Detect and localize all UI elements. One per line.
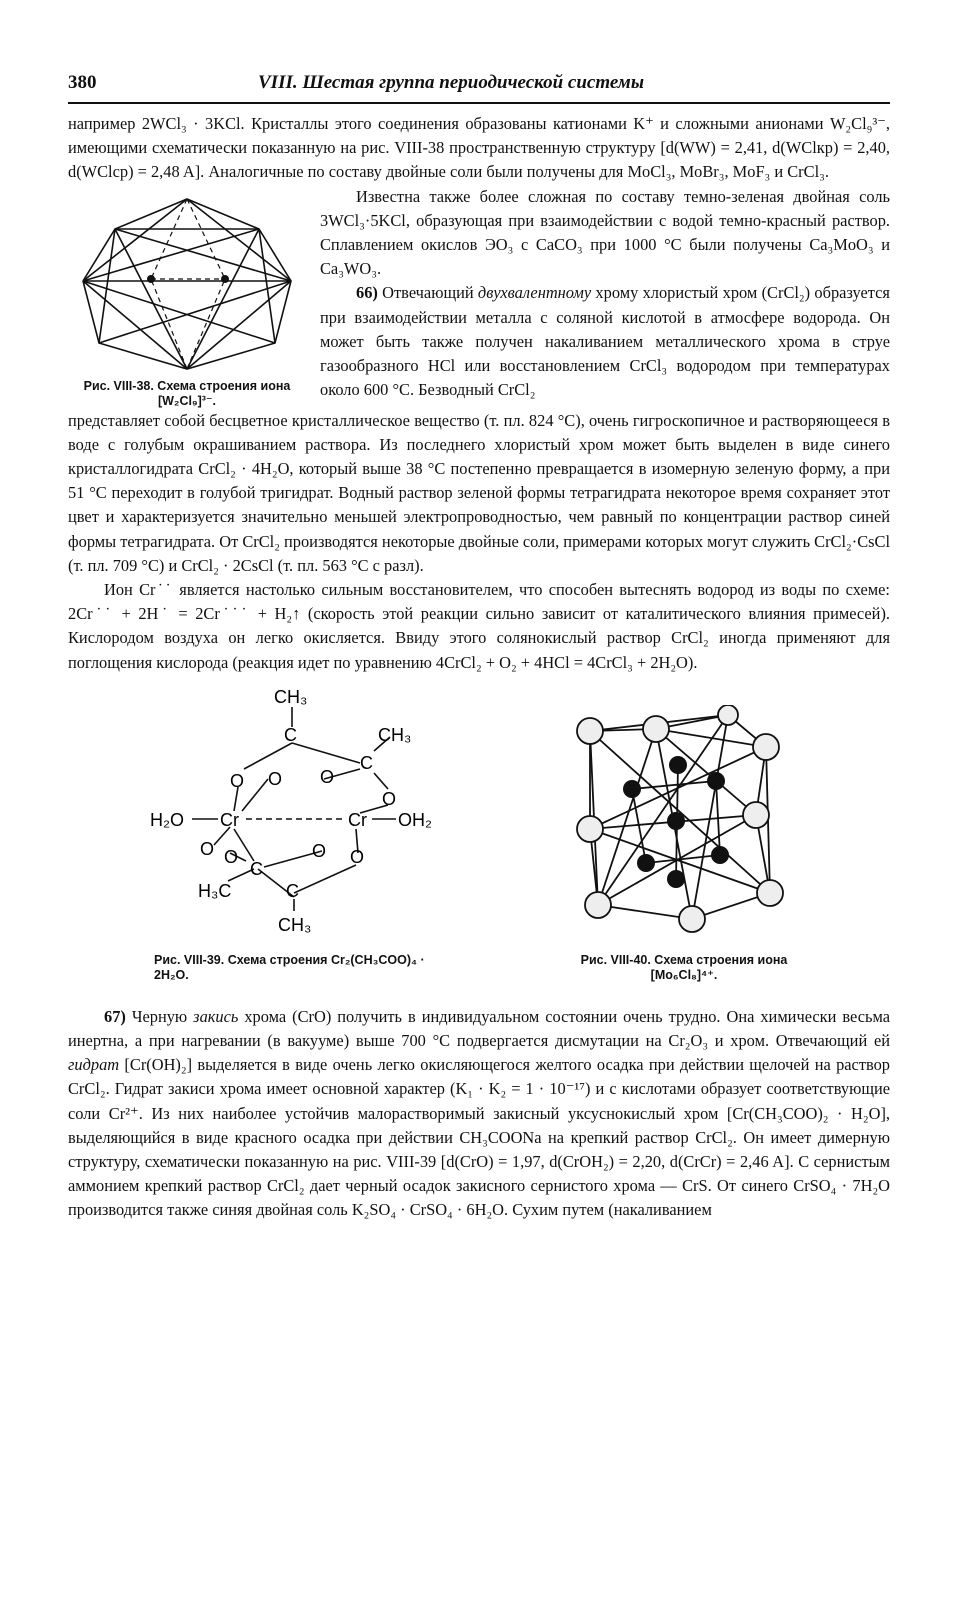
figure-38 [68,185,320,409]
book-page [68,62,890,1223]
carbon-left-label: C [250,858,263,879]
paragraph-66-lead: Отвечающий [382,283,474,303]
figure-38-caption: Рис. VIII-38. Схема строения иона [W₂Cl₉]³⁻. [83,378,291,408]
paragraph-67-body-2: [Cr(OH)₂] выделяется в виде очень легко окисляющегося желтого осадка при действии щелочей на раствор CrCl₂. Гидрат закиси хрома имеет основной характер (K₁ · K₂ = 1 · 10⁻¹⁷) и с кислотами образует соответствующие соли Cr²⁺. Из них наиболее устойчив малорастворимый закисный уксуснокислый хром [Cr(CH₃COO)₂ · H₂O], выделяющийся в виде красного осадка при действии CH₃COONa на крепкий раствор CrCl₂. Он имеет димерную структуру, схематически показанную на рис. VIII-39 [d(CrO) = 1,97, d(CrOH₂) = 2,20, d(CrCr) = 2,46 A]. С сернистым аммонием крепкий раствор CrCl₂ дает черный осадок закисного сернистого хрома — CrS. От синего CrSO₄ · 7H₂O производится также синяя двойная соль K₂SO₄ · CrSO₄ · 6H₂O. Сухим путем (накаливанием [68,1055,890,1220]
running-title: VIII. Шестая группа периодической системы [258,72,645,93]
figure-40 [560,705,810,940]
carbon-right-label: C [360,752,373,773]
oxygen-1-label: O [230,770,245,791]
figure-38-block [68,185,890,409]
figure-40-caption: Рис. VIII-40. Схема строения иона [Mo₆Cl₈]⁴⁺. [580,952,788,982]
oxygen-5-label: O [200,838,215,859]
chromium-1-label: Cr [220,809,239,830]
ch3-right-label: CH₃ [378,724,412,745]
paragraph-66-body: хрому хлористый хром (CrCl₂) образуется при взаимодействии металла с соляной кислотой в атмосфере водорода. Он может быть также получен накаливанием металлического хрома в струе газообразного HCl или восстановлением CrCl₃ водородом при температурах около 600 °С. Безводный CrCl₂ [320,283,890,400]
float-text-column [320,185,890,409]
paragraph-67-lead: Черную [131,1006,188,1026]
figures-39-40 [68,685,890,1005]
paragraph-2: Известна также более сложная по составу темно-зеленая двойная соль 3WCl₃·5KCl, образующая при взаимодействии с водой темно-красный раствор. Сплавлением окислов ЭO₃ с CaCO₃ при 1000 °С были получены Ca₃MoO₃ и Ca₃WO₃. [320,186,890,279]
oxygen-6-label: O [224,846,239,867]
w2cl9-structure-diagram [75,193,299,373]
paragraph-67 [68,1005,890,1223]
paragraph-66-continued: представляет собой бесцветное кристаллическое вещество (т. пл. 824 °С), очень гигроскопичное и растворяющееся в воде с голубым окрашиванием раствора. Из последнего хлористый хром может быть выделен в виде синего кристаллогидрата CrCl₂ · 4H₂O, который выше 38 °С постепенно превращается в изомерную зеленую форму, а при 51 °С переходит в голубой тригидрат. Водный раствор зеленой формы тетрагидрата некоторое время сохраняет этот цвет и характеризуется значительно меньшей электропроводностью, чем равный по концентрации раствор синей формы тетрагидрата. От CrCl₂ производятся некоторые двойные соли, примерами которых могут служить CrCl₂·CsCl (т. пл. 709 °С) и CrCl₂ · 2CsCl (т. пл. 563 °С с разл). [68,410,891,575]
paragraph-1: например 2WCl₃ · 3KCl. Кристаллы этого соединения образованы катионами K⁺ и сложными анионами W₂Cl₉³⁻, имеющими схематически показанную на рис. VIII-38 пространственную структуру [d(WW) = 2,41, d(WClкр) = 2,40, d(WClср) = 2,48 A]. Аналогичные по составу двойные соли были получены для MoCl₃, MoBr₃, MoF₃ и CrCl₃. [68,114,890,182]
figure-39 [146,685,456,945]
term-hydrate: гидрат [68,1055,120,1075]
h2o-left-label: H₂O [150,809,184,830]
carbon-bottom-label: C [286,880,299,901]
page-number: 380 [68,72,97,93]
oxygen-2-label: O [268,768,283,789]
oh2-right-label: OH₂ [398,809,432,830]
oxygen-3-label: O [320,766,335,787]
term-oxide: закись [193,1006,239,1026]
item-number-66: 66) [356,283,378,303]
oxygen-8-label: O [350,846,365,867]
paragraph-67-body-1: хрома (CrO) получить в индивидуальном состоянии очень трудно. Она химически весьма инертна, а при нагревании (в вакууме) выше 700 °С подвергается дисмутации на Cr₂O₃ и хром. Отвечающий ей [68,1006,890,1051]
paragraph-4: Ион Cr˙˙ является настолько сильным восстановителем, что способен вытеснять водород из воды по схеме: 2Cr˙˙ + 2H˙ = 2Cr˙˙˙ + H₂↑ (скорость этой реакции сильно зависит от каталитического влияния примесей). Кислородом воздуха он легко окисляется. Ввиду этого солянокислый раствор CrCl₂ иногда применяют для поглощения кислорода (реакция идет по уравнению 4CrCl₂ + O₂ + 4HCl = 4CrCl₃ + 2H₂O). [68,580,890,672]
paragraph-66 [320,281,890,402]
chromium-acetate-dimer-diagram [146,685,456,940]
oxygen-4-label: O [382,788,397,809]
ch3-top-label: CH₃ [274,686,308,707]
oxygen-7-label: O [312,840,327,861]
running-header [68,62,890,104]
figure-39-caption: Рис. VIII-39. Схема строения Cr₂(CH₃COO)₄ · 2H₂O. [154,952,425,982]
carbon-top-label: C [284,724,297,745]
term-bivalent: двухвалентному [477,283,592,303]
h3c-label: H₃C [198,880,232,901]
ch3-bottom-label: CH₃ [278,914,312,935]
item-number-67: 67) [104,1006,126,1026]
mo6cl8-structure-diagram [560,705,800,935]
chromium-2-label: Cr [348,809,367,830]
